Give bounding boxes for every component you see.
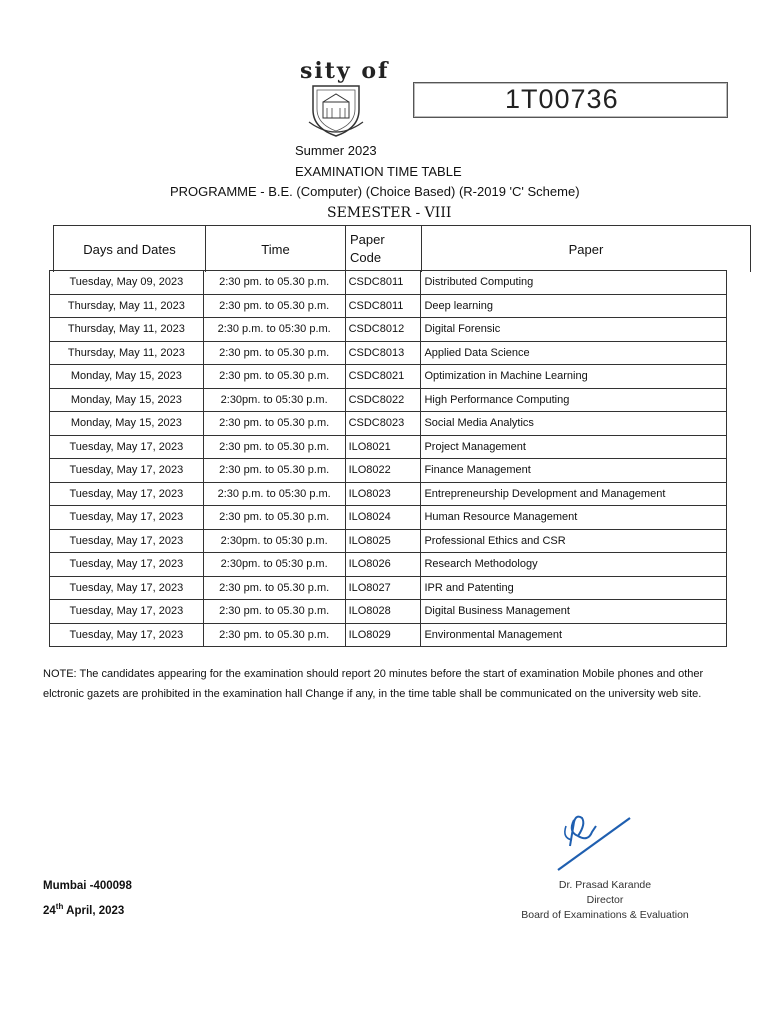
table-row [50,529,727,553]
column-header-days: Days and Dates [54,226,206,272]
table-row [50,576,727,600]
cell-paper: Environmental Management [421,623,727,647]
cell-time: 2:30 pm. to 05.30 p.m. [203,623,345,647]
table-row [50,365,727,389]
cell-date: Tuesday, May 17, 2023 [50,459,204,483]
cell-paper: Research Methodology [421,553,727,577]
cell-paper-code: CSDC8013 [345,341,421,365]
cell-date: Thursday, May 11, 2023 [50,318,204,342]
cell-date: Monday, May 15, 2023 [50,365,204,389]
cell-paper-code: ILO8022 [345,459,421,483]
table-row [50,341,727,365]
cell-paper: Entrepreneurship Development and Management [421,482,727,506]
table-row [50,388,727,412]
cell-time: 2:30 pm. to 05.30 p.m. [203,412,345,436]
cell-paper: Project Management [421,435,727,459]
column-header-paper: Paper [568,241,604,257]
cell-time: 2:30 pm. to 05.30 p.m. [203,365,345,389]
cell-paper-code: ILO8028 [345,600,421,624]
exam-session: Summer 2023 [295,143,377,158]
place: Mumbai -400098 [43,880,132,892]
cell-date: Thursday, May 11, 2023 [50,341,204,365]
university-crest-icon [305,80,367,138]
cell-date: Tuesday, May 17, 2023 [50,576,204,600]
cell-time: 2:30 pm. to 05.30 p.m. [203,600,345,624]
cell-paper-code: CSDC8011 [345,294,421,318]
signatory-title: Director [586,894,624,906]
cell-time: 2:30 p.m. to 05:30 p.m. [203,318,345,342]
table-row [50,623,727,647]
cell-paper-code: ILO8023 [345,482,421,506]
cell-paper-code: CSDC8022 [345,388,421,412]
cell-paper: Finance Management [421,459,727,483]
issue-date-rest: April, 2023 [66,904,125,917]
cell-date: Tuesday, May 17, 2023 [50,600,204,624]
table-header [53,225,751,272]
cell-paper: Applied Data Science [421,341,727,365]
column-header-paper-code [346,226,422,272]
cell-date: Tuesday, May 17, 2023 [50,553,204,577]
signatory-name: Dr. Prasad Karande [558,879,652,891]
cell-paper: IPR and Patenting [421,576,727,600]
cell-paper: High Performance Computing [421,388,727,412]
cell-time: 2:30 pm. to 05.30 p.m. [203,271,345,295]
cell-time: 2:30 p.m. to 05:30 p.m. [203,482,345,506]
cell-date: Tuesday, May 17, 2023 [50,506,204,530]
timetable [49,270,727,647]
cell-paper-code: ILO8024 [345,506,421,530]
cell-paper: Digital Forensic [421,318,727,342]
cell-date: Monday, May 15, 2023 [50,388,204,412]
document-number: 1T00736 [505,84,619,114]
cell-time: 2:30 pm. to 05.30 p.m. [203,294,345,318]
cell-paper-code: CSDC8012 [345,318,421,342]
table-row [50,435,727,459]
cell-paper: Human Resource Management [421,506,727,530]
cell-date: Tuesday, May 17, 2023 [50,482,204,506]
table-row [50,506,727,530]
cell-paper-code: CSDC8011 [345,271,421,295]
cell-date: Tuesday, May 17, 2023 [50,529,204,553]
table-row [50,459,727,483]
column-header-time: Time [206,226,346,272]
signature-block [520,878,690,923]
cell-time: 2:30pm. to 05:30 p.m. [203,529,345,553]
programme-title: PROGRAMME - B.E. (Computer) (Choice Based) (R-2019 'C' Scheme) [170,184,580,199]
signature-icon [548,812,638,878]
cell-time: 2:30 pm. to 05.30 p.m. [203,435,345,459]
document-title: EXAMINATION TIME TABLE [295,164,462,179]
cell-paper: Professional Ethics and CSR [421,529,727,553]
cell-time: 2:30 pm. to 05.30 p.m. [203,459,345,483]
issue-date [43,902,124,917]
exam-note: NOTE: The candidates appearing for the examination should report 20 minutes before the start of examination Mobile phones and other elctronic gazets are prohibited in the examination hall Change if any, in the time table shall be communicated on the university web site. [43,668,704,700]
cell-paper-code: CSDC8021 [345,365,421,389]
signatory-department: Board of Examinations & Evaluation [521,909,689,921]
cell-time: 2:30 pm. to 05.30 p.m. [203,576,345,600]
cell-paper: Social Media Analytics [421,412,727,436]
cell-time: 2:30pm. to 05:30 p.m. [203,388,345,412]
cell-paper-code: ILO8029 [345,623,421,647]
cell-date: Tuesday, May 17, 2023 [50,623,204,647]
cell-paper-code: CSDC8023 [345,412,421,436]
cell-paper-code: ILO8026 [345,553,421,577]
cell-paper-code: ILO8025 [345,529,421,553]
issue-date-suffix: th [55,902,64,911]
cell-paper: Optimization in Machine Learning [421,365,727,389]
cell-paper-code: ILO8027 [345,576,421,600]
cell-paper: Digital Business Management [421,600,727,624]
column-header-paper-code-label: Paper Code [350,232,385,265]
cell-paper-code: ILO8021 [345,435,421,459]
cell-paper: Distributed Computing [421,271,727,295]
table-row [50,600,727,624]
cell-time: 2:30 pm. to 05.30 p.m. [203,341,345,365]
cell-date: Tuesday, May 17, 2023 [50,435,204,459]
semester-title: SEMESTER - VIII [327,205,452,221]
cell-date: Monday, May 15, 2023 [50,412,204,436]
table-row [50,271,727,295]
cell-time: 2:30pm. to 05:30 p.m. [203,553,345,577]
issue-date-day: 24 [43,904,56,917]
table-row [50,553,727,577]
cell-time: 2:30 pm. to 05.30 p.m. [203,506,345,530]
table-row [50,482,727,506]
cell-date: Tuesday, May 09, 2023 [50,271,204,295]
university-name-fragment: sity of [300,58,390,84]
table-row [50,318,727,342]
cell-date: Thursday, May 11, 2023 [50,294,204,318]
cell-paper: Deep learning [421,294,727,318]
table-row [50,294,727,318]
table-row [50,412,727,436]
